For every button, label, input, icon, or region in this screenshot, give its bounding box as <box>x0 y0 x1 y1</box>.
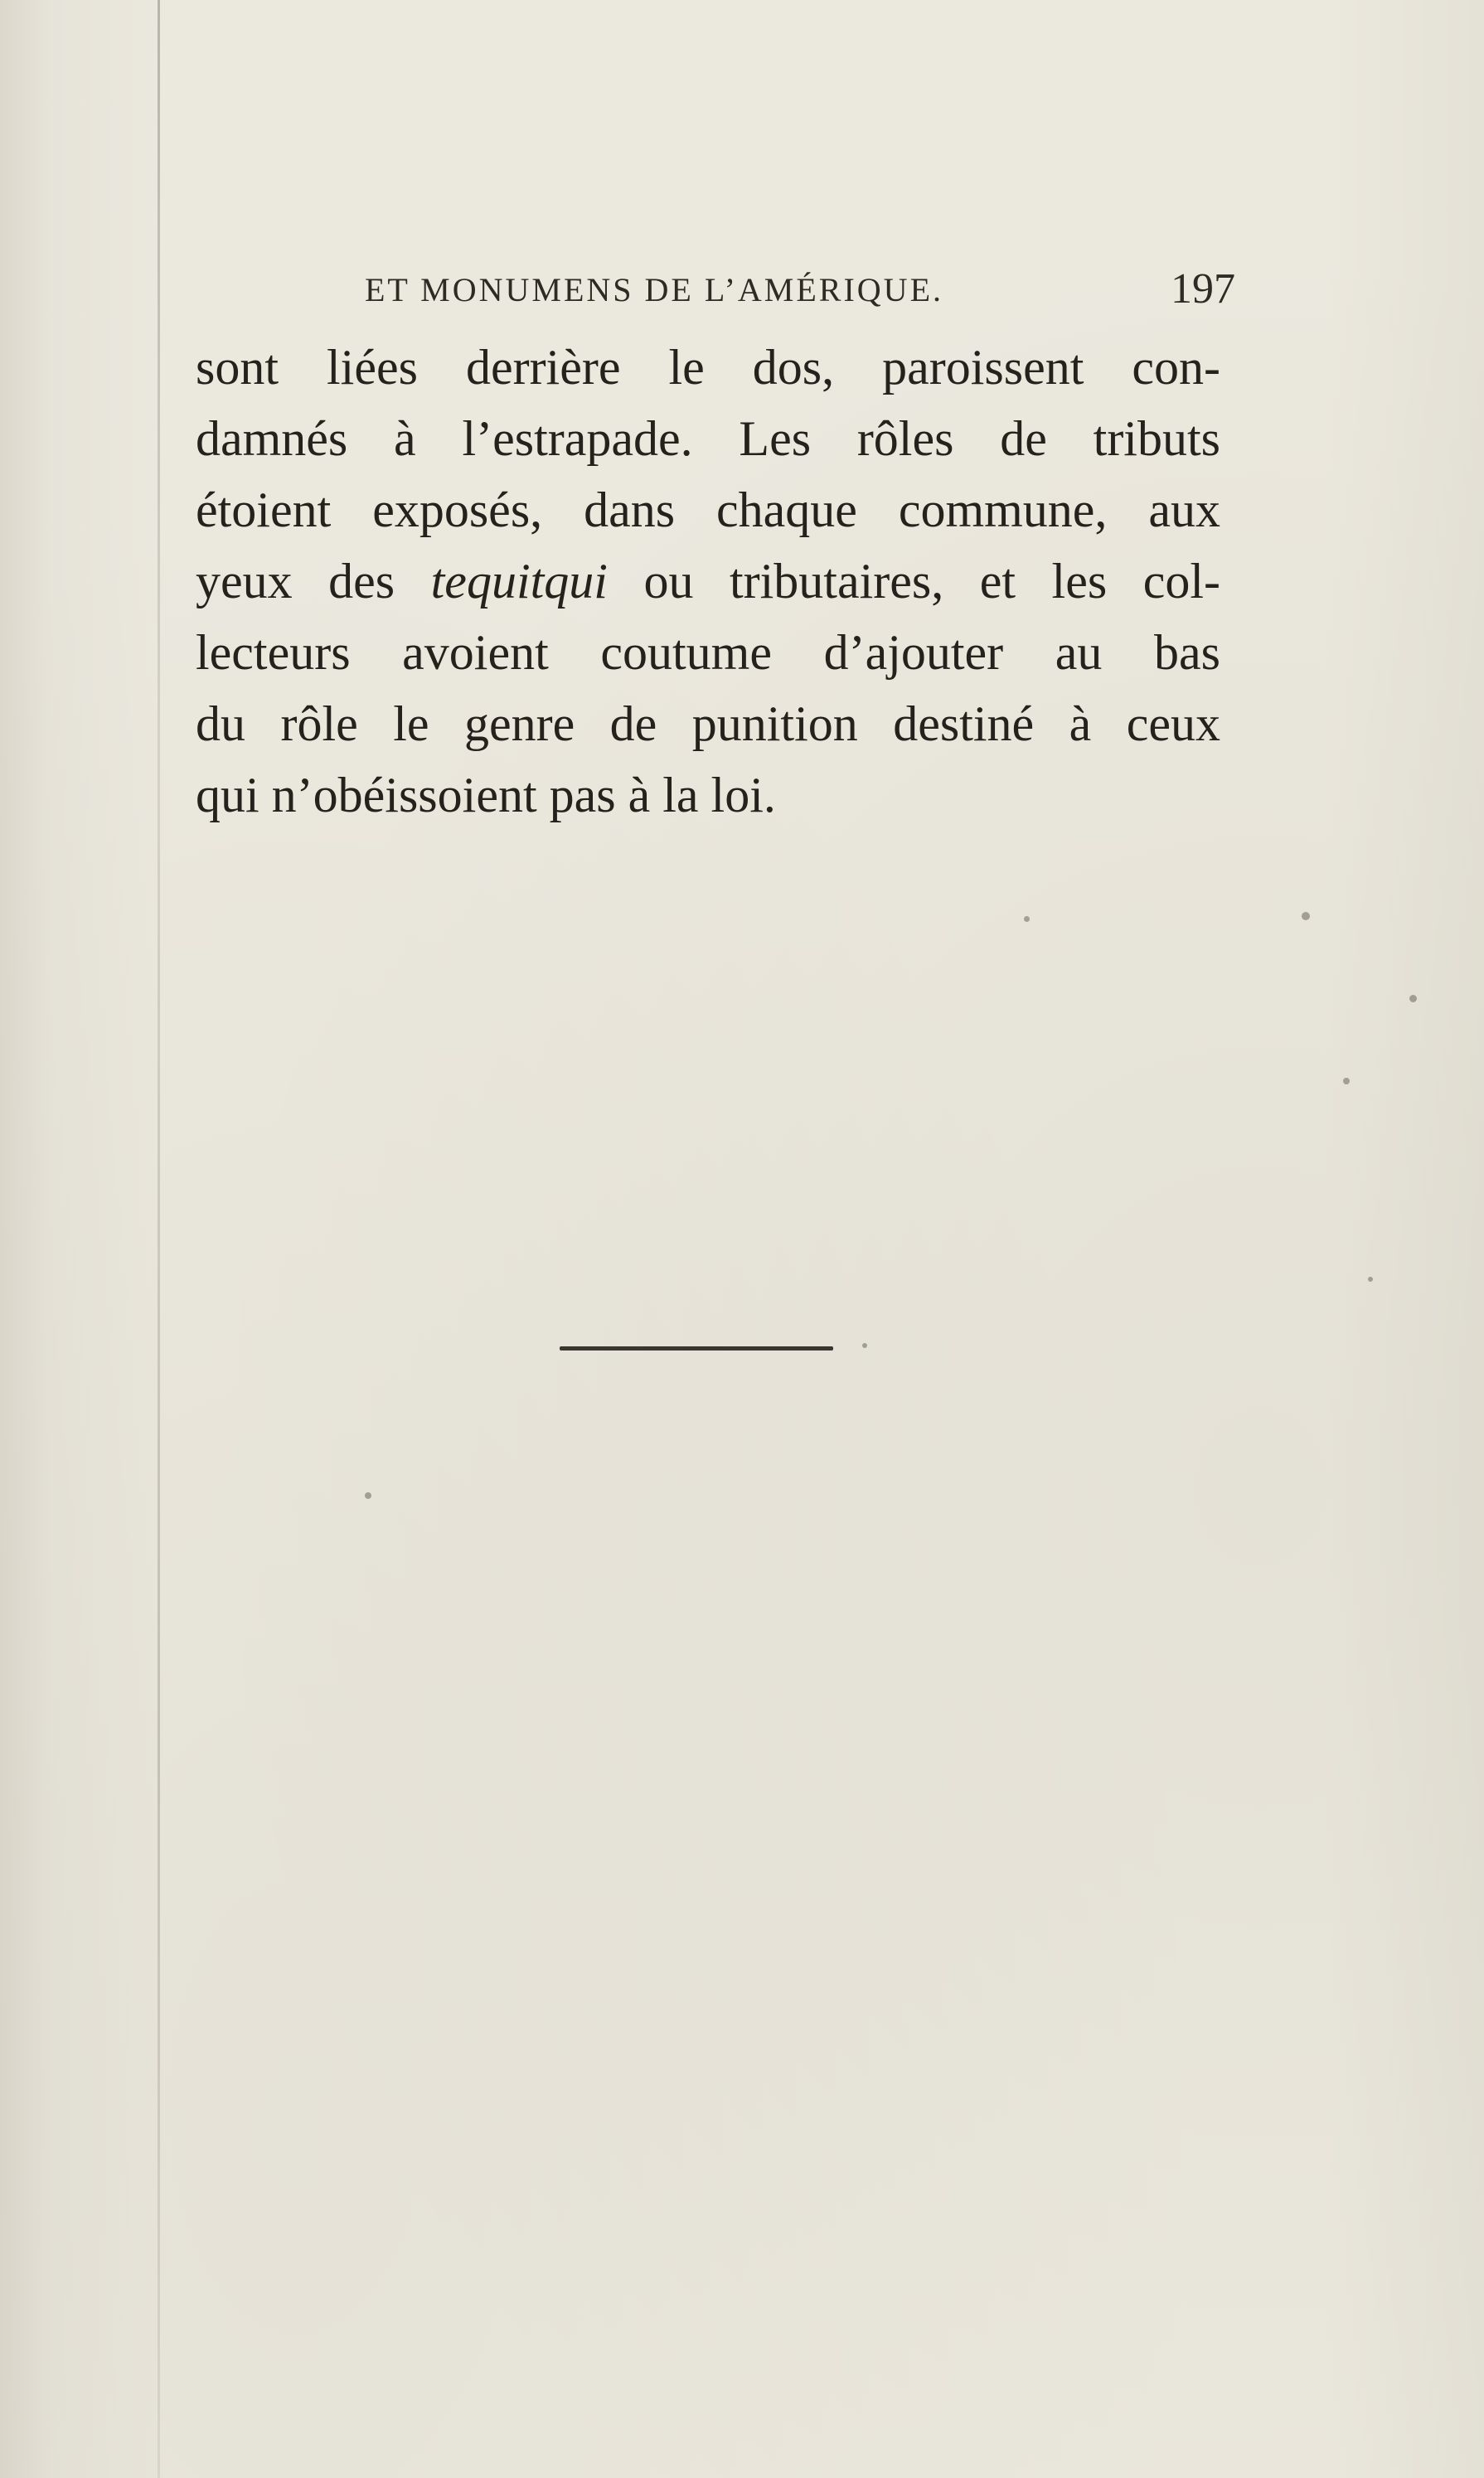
text-line: qui n’obéissoient pas à la loi. <box>196 768 776 822</box>
paper-speck <box>365 1492 371 1499</box>
page-number: 197 <box>1171 265 1235 313</box>
text-line: lecteurs avoient coutume d’ajouter au bas <box>196 625 1220 680</box>
text-segment: yeux des <box>196 554 431 609</box>
text-line: étoient exposés, dans chaque commune, aux <box>196 483 1220 537</box>
paper-speck <box>1302 912 1310 920</box>
text-line: sont liées derrière le dos, paroissent con- <box>196 340 1220 395</box>
text-line: du rôle le genre de punition destiné à ceux <box>196 696 1220 751</box>
paper-speck <box>1024 916 1030 922</box>
text-line <box>196 546 1220 617</box>
paper-speck <box>862 1343 867 1348</box>
text-segment: ou tributaires, et les col- <box>607 554 1220 609</box>
binding-gutter <box>158 0 160 2478</box>
section-end-rule <box>560 1346 833 1351</box>
paper-speck <box>1409 995 1417 1002</box>
body-paragraph <box>196 332 1220 831</box>
paper-speck <box>1368 1277 1373 1282</box>
italic-term: tequitqui <box>430 554 608 609</box>
paper-speck <box>1343 1078 1350 1084</box>
text-line: damnés à l’estrapade. Les rôles de tributs <box>196 411 1220 466</box>
running-head: ET MONUMENS DE L’AMÉRIQUE. <box>365 271 943 308</box>
